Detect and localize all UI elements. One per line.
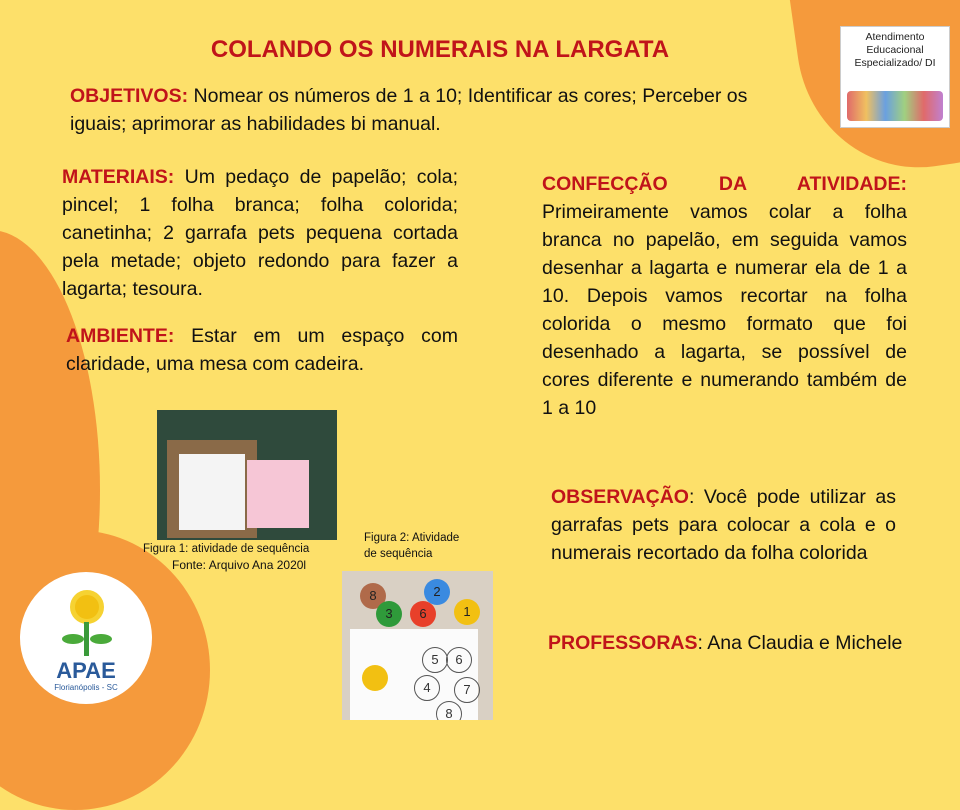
number-dot: 1 [454,599,480,625]
apae-logo [20,572,152,704]
professoras-section [548,629,938,657]
badge-line-1: Atendimento [865,31,925,43]
number-circle: 4 [414,675,440,701]
professoras-label: PROFESSORAS [548,632,698,654]
figura-1-caption: Figura 1: atividade de sequência [143,543,310,555]
number-circle: 7 [454,677,480,703]
pink-sheet [247,460,309,528]
badge-line-3: Especializado/ DI [854,57,936,69]
leaf-shape [90,634,112,644]
number-dot: 8 [360,583,386,609]
materiais-label: MATERIAIS: [62,166,175,188]
objetivos-text: Nomear os números de 1 a 10; Identificar as cores; Perceber os iguais; aprimorar as habilidades bi manual. [70,85,748,135]
caterpillar-head [362,665,388,691]
white-sheet [179,454,245,530]
figura-2-caption-line-1: Figura 2: Atividade [364,532,460,544]
apae-name: APAE [56,658,116,683]
number-dot: 6 [410,601,436,627]
objetivos-label: OBJETIVOS: [70,85,189,107]
number-dot: 3 [376,601,402,627]
confeccao-label: CONFECÇÃO DA ATIVIDADE: [542,173,907,195]
figura-2-photo [342,571,493,720]
confeccao-text: Primeiramente vamos colar a folha branca no papelão, em seguida vamos desenhar a lagarta e numerar ela de 1 a 10. Depois vamos recortar na folha colorida o mesmo formato que foi desenhado a lagarta, se possível de cores diferente e numerando também de 1 a 10 [542,201,907,419]
sunflower-icon [70,590,104,624]
number-circle: 6 [446,647,472,673]
observacao-text: : Você pode utilizar as garrafas pets para colocar a cola e o numerais recortado da folha colorida [551,486,896,564]
confeccao-section [542,170,907,422]
badge-line-2: Educacional [866,44,924,56]
observacao-label: OBSERVAÇÃO [551,486,689,508]
objetivos-section [70,82,796,138]
materiais-section [62,163,458,303]
ambiente-label: AMBIENTE: [66,325,175,347]
ambiente-text: Estar em um espaço com claridade, uma mesa com cadeira. [66,325,458,375]
stem-shape [84,622,89,656]
page-title: COLANDO OS NUMERAIS NA LARGATA [210,36,670,63]
caterpillar-sheet [350,629,478,720]
figura-1-photo [157,410,337,540]
number-circle: 5 [422,647,448,673]
ambiente-section [66,322,458,378]
professoras-text: : Ana Claudia e Michele [697,632,903,654]
leaf-shape [62,634,84,644]
apae-city: Florianópolis - SC [54,683,118,692]
aee-badge [840,26,950,128]
number-circle: 8 [436,701,462,720]
observacao-section [551,483,896,567]
children-illustration [847,91,943,121]
figura-1-source: Fonte: Arquivo Ana 2020l [172,558,307,572]
figura-2-caption-line-2: de sequência [364,548,433,560]
materiais-text: Um pedaço de papelão; cola; pincel; 1 folha branca; folha colorida; canetinha; 2 garrafa pets pequena cortada pela metade; objeto redondo para fazer a lagarta; tesoura. [62,166,458,300]
number-dot: 2 [424,579,450,605]
